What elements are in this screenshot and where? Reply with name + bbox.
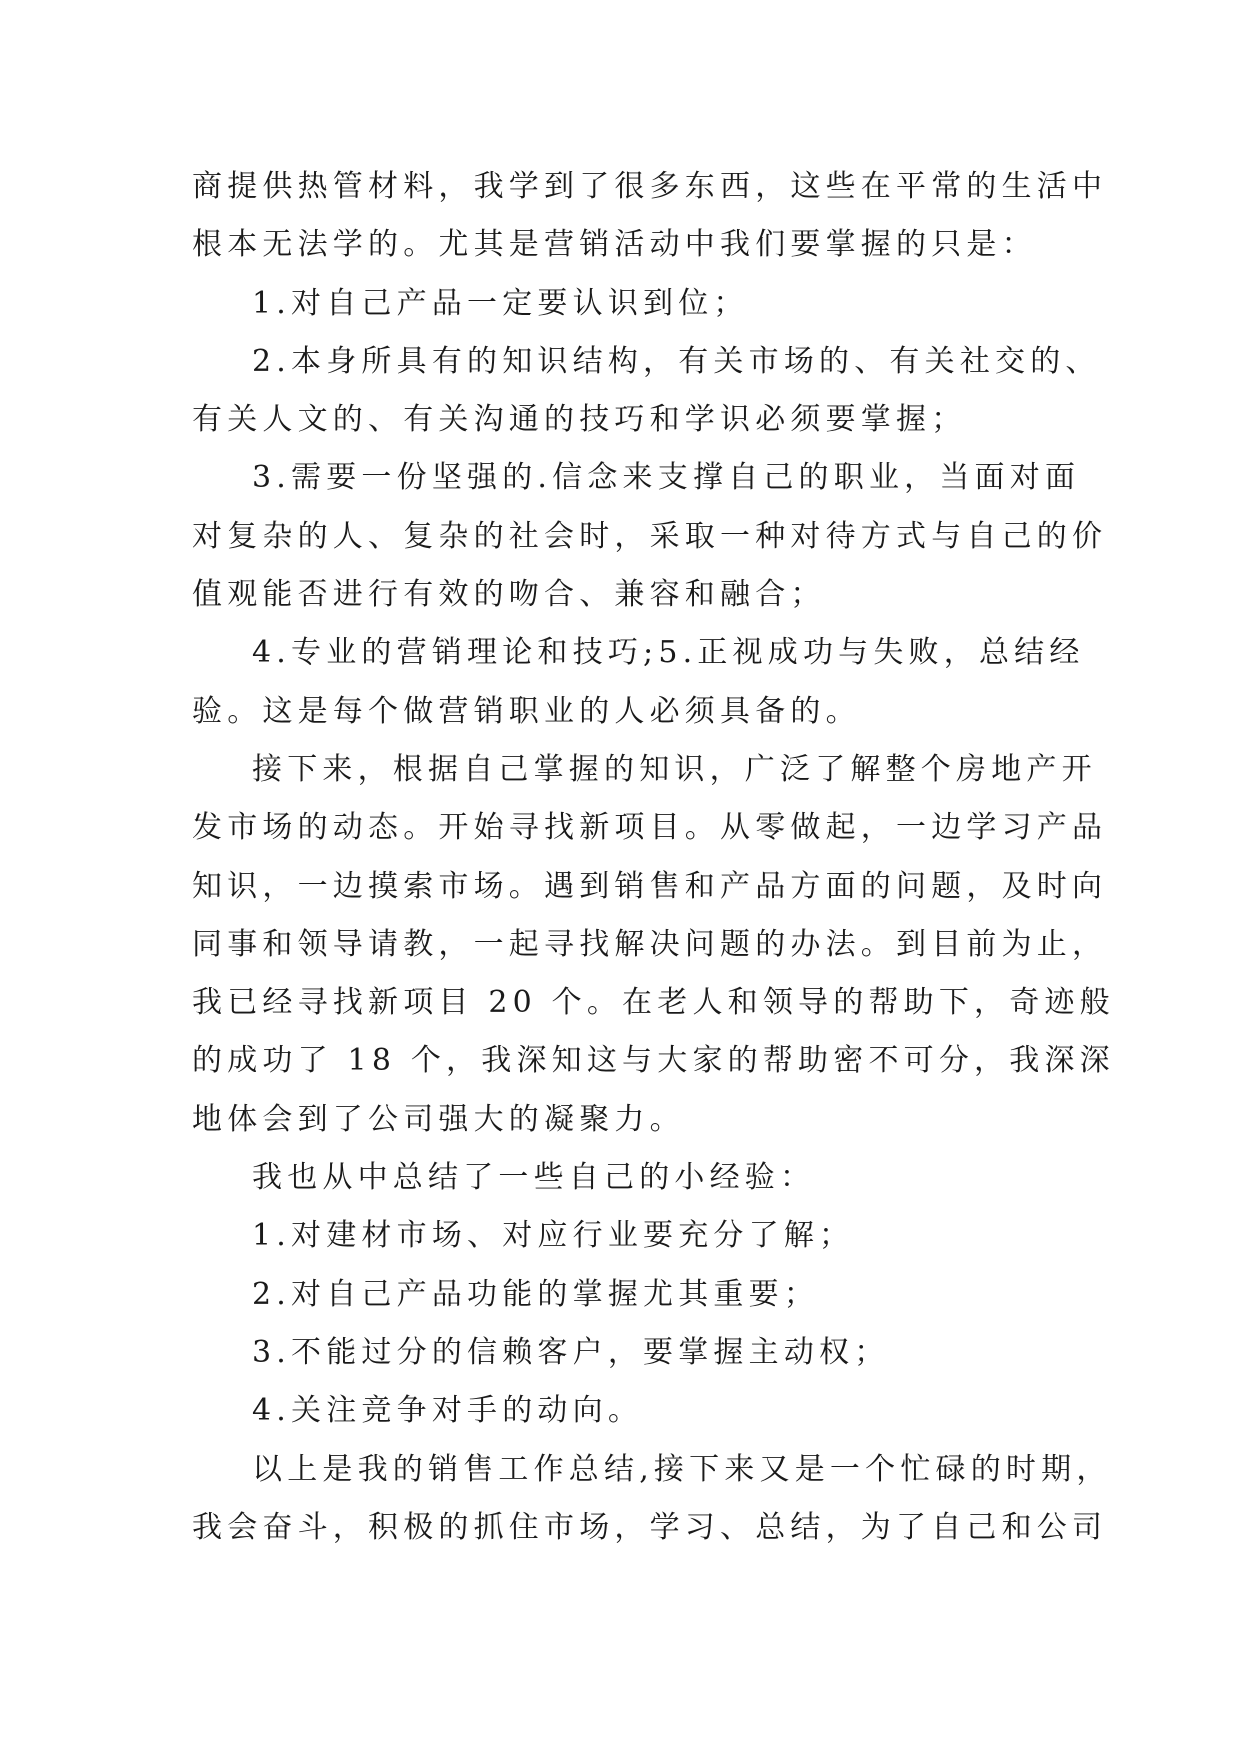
text-line: 对复杂的人、复杂的社会时，采取一种对待方式与自己的价 — [192, 518, 1108, 554]
text-line: 根本无法学的。尤其是营销活动中我们要掌握的只是： — [192, 227, 1037, 263]
text-line: 商提供热管材料，我学到了很多东西，这些在平常的生活中 — [192, 169, 1108, 204]
text-line: 的成功了 18 个，我深知这与大家的帮助密不可分，我深深 — [192, 1043, 1115, 1079]
text-line: 1.对建材市场、对应行业要充分了解； — [252, 1218, 855, 1254]
text-line: 值观能否进行有效的吻合、兼容和融合； — [192, 577, 826, 613]
text-line: 地体会到了公司强大的凝聚力。 — [192, 1101, 685, 1137]
text-line: 2.对自己产品功能的掌握尤其重要； — [252, 1276, 820, 1312]
text-line: 4.专业的营销理论和技巧;5.正视成功与失败，总结经 — [252, 635, 1085, 671]
text-line: 验。这是每个做营销职业的人必须具备的。 — [192, 693, 861, 729]
text-line: 我会奋斗，积极的抓住市场，学习、总结，为了自己和公司 — [192, 1509, 1108, 1545]
text-line: 知识，一边摸索市场。遇到销售和产品方面的问题，及时向 — [192, 868, 1108, 904]
text-line: 发市场的动态。开始寻找新项目。从零做起，一边学习产品 — [192, 810, 1108, 846]
text-line: 我已经寻找新项目 20 个。在老人和领导的帮助下，奇迹般 — [192, 985, 1115, 1021]
text-line: 以上是我的销售工作总结,接下来又是一个忙碌的时期， — [252, 1451, 1112, 1487]
text-line: 有关人文的、有关沟通的技巧和学识必须要掌握； — [192, 402, 967, 438]
text-line: 1.对自己产品一定要认识到位； — [252, 285, 749, 321]
text-line: 同事和领导请教，一起寻找解决问题的办法。到目前为止， — [192, 926, 1108, 962]
text-line: 接下来，根据自己掌握的知识，广泛了解整个房地产开 — [252, 751, 1097, 787]
body-text — [192, 158, 1115, 1557]
text-line: 3.不能过分的信赖客户，要掌握主动权； — [252, 1334, 890, 1370]
text-line: 我也从中总结了一些自己的小经验： — [252, 1160, 816, 1196]
text-line: 2.本身所具有的知识结构，有关市场的、有关社交的、 — [252, 343, 1101, 379]
text-line: 4.关注竞争对手的动向。 — [252, 1393, 644, 1429]
text-line: 3.需要一份坚强的.信念来支撑自己的职业，当面对面 — [252, 460, 1081, 496]
